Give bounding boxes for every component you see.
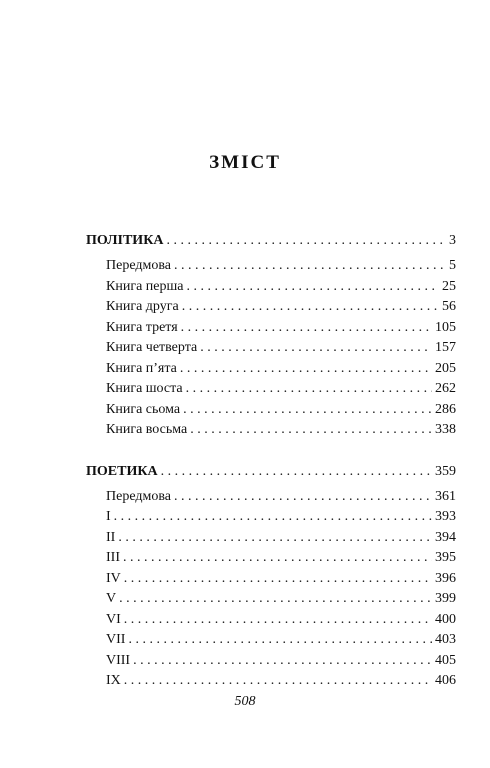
dot-leader xyxy=(119,589,432,610)
dot-leader xyxy=(174,256,446,277)
section-spacer xyxy=(86,441,456,461)
dot-leader xyxy=(128,630,432,651)
toc-item-label: I xyxy=(106,509,111,524)
toc-page-number: 406 xyxy=(435,673,456,688)
toc-section-label: ПОЕТИКА xyxy=(86,463,158,479)
dot-leader xyxy=(181,318,432,339)
toc-item-label: Книга п’ята xyxy=(106,360,177,376)
toc-item-label: Книга восьма xyxy=(106,422,188,437)
dot-leader xyxy=(161,461,432,483)
toc-page-number: 394 xyxy=(435,529,456,545)
toc-page-number: 395 xyxy=(435,550,456,565)
dot-leader xyxy=(183,400,432,421)
dot-leader xyxy=(124,569,432,590)
toc-item-label: Книга сьома xyxy=(106,401,181,417)
toc-item xyxy=(86,256,456,277)
toc-page-number: 403 xyxy=(435,632,456,647)
toc-page-number: 399 xyxy=(435,591,456,606)
toc-page-number: 5 xyxy=(449,258,456,273)
table-of-contents xyxy=(86,230,456,692)
dot-leader xyxy=(133,651,432,672)
toc-page-number: 286 xyxy=(435,401,456,417)
toc-item-label: IX xyxy=(106,673,121,688)
dot-leader xyxy=(123,548,432,569)
toc-page-number: 25 xyxy=(442,278,456,294)
toc-page-number: 3 xyxy=(449,233,456,248)
toc-page-number: 400 xyxy=(435,611,456,627)
dot-leader xyxy=(166,230,446,252)
toc-page-number: 359 xyxy=(435,463,456,479)
toc-section-poetics xyxy=(86,461,456,483)
toc-page-number: 205 xyxy=(435,360,456,376)
toc-page-number: 262 xyxy=(435,381,456,396)
toc-item xyxy=(86,589,456,610)
toc-item xyxy=(86,359,456,380)
toc-item xyxy=(86,379,456,400)
toc-section-politics xyxy=(86,230,456,252)
dot-leader xyxy=(180,359,432,380)
toc-item xyxy=(86,297,456,318)
toc-item xyxy=(86,528,456,549)
toc-item xyxy=(86,630,456,651)
toc-page-number: 393 xyxy=(435,509,456,524)
toc-item-label: IV xyxy=(106,570,121,586)
toc-item xyxy=(86,420,456,441)
dot-leader xyxy=(186,277,439,298)
toc-page-number: 56 xyxy=(442,299,456,314)
toc-item-label: Передмова xyxy=(106,258,171,273)
toc-item-label: VII xyxy=(106,632,126,647)
toc-item-label: V xyxy=(106,591,117,606)
toc-item xyxy=(86,610,456,631)
dot-leader xyxy=(114,507,432,528)
page-footer-number: 508 xyxy=(234,694,256,709)
dot-leader xyxy=(174,487,432,508)
toc-item xyxy=(86,487,456,508)
page-title: ЗМІСТ xyxy=(209,152,281,173)
dot-leader xyxy=(190,420,432,441)
toc-item-label: Книга четверта xyxy=(106,340,198,355)
dot-leader xyxy=(124,671,432,692)
toc-item xyxy=(86,507,456,528)
dot-leader xyxy=(124,610,432,631)
toc-page-number: 338 xyxy=(435,422,456,437)
toc-page-number: 157 xyxy=(435,340,456,355)
toc-item-label: Книга друга xyxy=(106,299,179,314)
toc-item xyxy=(86,400,456,421)
toc-item xyxy=(86,277,456,298)
toc-item xyxy=(86,569,456,590)
toc-page-number: 361 xyxy=(435,488,456,504)
toc-item-label: III xyxy=(106,550,120,565)
toc-item-label: Книга перша xyxy=(106,278,184,294)
toc-item xyxy=(86,651,456,672)
toc-item xyxy=(86,318,456,339)
toc-item xyxy=(86,338,456,359)
dot-leader xyxy=(118,528,432,549)
dot-leader xyxy=(186,379,432,400)
toc-item xyxy=(86,671,456,692)
dot-leader xyxy=(200,338,432,359)
toc-item-label: VI xyxy=(106,611,121,627)
toc-item-label: Книга третя xyxy=(106,319,178,335)
toc-item-label: Книга шоста xyxy=(106,381,183,396)
toc-item xyxy=(86,548,456,569)
toc-page-number: 105 xyxy=(435,319,456,335)
toc-item-label: VIII xyxy=(106,652,131,668)
toc-item-label: II xyxy=(106,529,116,545)
toc-item-label: Передмова xyxy=(106,488,171,504)
toc-page-number: 396 xyxy=(435,570,456,586)
dot-leader xyxy=(182,297,439,318)
toc-section-label: ПОЛІТИКА xyxy=(86,233,164,248)
toc-page-number: 405 xyxy=(435,652,456,668)
